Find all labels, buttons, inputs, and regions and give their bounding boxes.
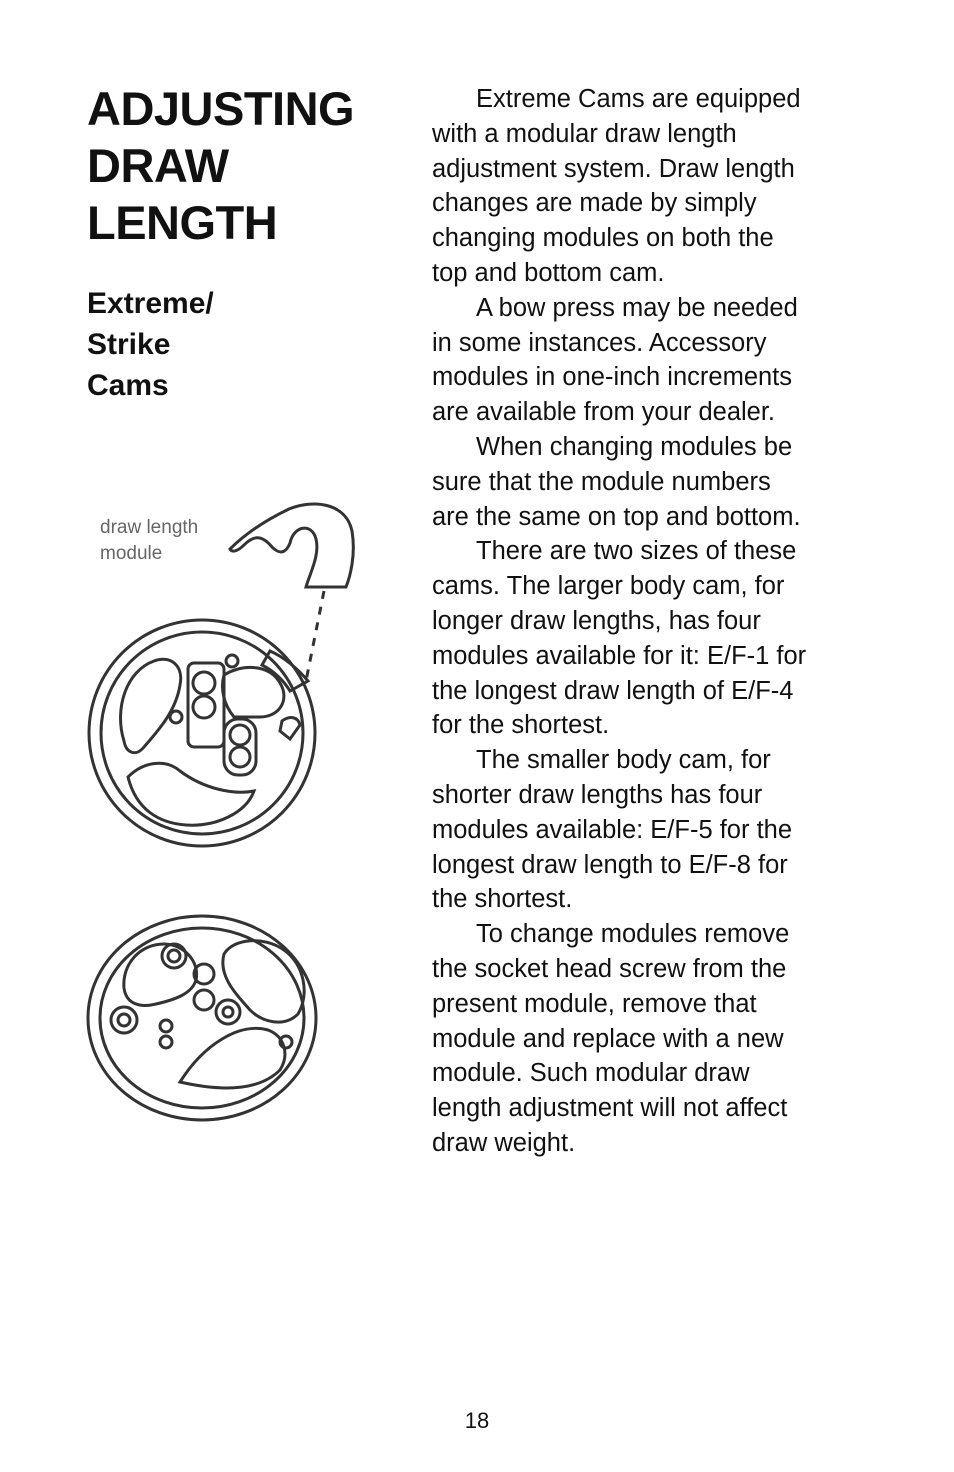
- title-line: LENGTH: [87, 196, 278, 249]
- cam-hole: [194, 990, 214, 1010]
- small-cam-illustration: [84, 914, 334, 1144]
- text-line: changes are made by simply: [432, 189, 757, 218]
- cam-outer-rim: [88, 916, 316, 1120]
- body-text: [432, 82, 872, 1161]
- text-line: the shortest.: [432, 885, 573, 914]
- paragraph: [432, 82, 872, 291]
- text-line: longest draw length to E/F-8 for: [432, 850, 788, 879]
- text-line: A bow press may be needed: [476, 293, 798, 322]
- text-line: cams. The larger body cam, for: [432, 572, 785, 601]
- cam-cutout-upper-right: [223, 941, 304, 1022]
- text-line: are available from your dealer.: [432, 398, 776, 427]
- paragraph: [432, 917, 872, 1161]
- text-line: modules available for it: E/F-1 for: [432, 641, 807, 670]
- cam-cutout-bottom: [180, 1028, 285, 1088]
- text-line: with a modular draw length: [432, 119, 737, 148]
- cam-hole: [230, 747, 250, 767]
- text-line: longer draw lengths, has four: [432, 606, 761, 635]
- text-line: modules in one-inch increments: [432, 363, 793, 392]
- text-line: changing modules on both the: [432, 224, 774, 253]
- text-line: draw weight.: [432, 1128, 576, 1157]
- cam-small-hole: [170, 711, 182, 723]
- subtitle-line: Strike: [87, 328, 171, 361]
- text-line: module. Such modular draw: [432, 1059, 750, 1088]
- text-line: for the shortest.: [432, 711, 610, 740]
- cam-small-hole: [160, 1036, 172, 1048]
- text-line: sure that the module numbers: [432, 467, 771, 496]
- text-line: the longest draw length of E/F-4: [432, 676, 794, 705]
- text-line: the socket head screw from the: [432, 954, 787, 983]
- section-subtitle: [87, 283, 327, 406]
- text-line: The smaller body cam, for: [476, 746, 771, 775]
- callout-label-line-1: draw length: [100, 517, 199, 538]
- paragraph: [432, 534, 872, 743]
- cam-small-hole: [160, 1020, 172, 1032]
- text-line: present module, remove that: [432, 989, 757, 1018]
- title-line: DRAW: [87, 139, 229, 192]
- text-line: shorter draw lengths has four: [432, 780, 763, 809]
- paragraph: [432, 291, 872, 430]
- text-line: top and bottom cam.: [432, 258, 665, 287]
- text-line: modules available: E/F-5 for the: [432, 815, 793, 844]
- callout-label-line-2: module: [100, 543, 163, 564]
- text-line: are the same on top and bottom.: [432, 502, 801, 531]
- cam-axle-inner: [223, 1007, 233, 1017]
- text-line: There are two sizes of these: [476, 537, 797, 566]
- page-title: [87, 80, 407, 251]
- text-line: in some instances. Accessory: [432, 328, 767, 357]
- cam-string-hook: [280, 718, 300, 739]
- text-line: Extreme Cams are equipped: [476, 85, 801, 113]
- cam-small-hole: [226, 655, 238, 667]
- module-leader-line: [306, 591, 324, 681]
- cam-axle: [216, 1000, 240, 1024]
- cam-hub-inner: [168, 950, 180, 962]
- text-line: length adjustment will not affect: [432, 1094, 788, 1123]
- subtitle-line: Extreme/: [87, 287, 214, 320]
- cam-hole: [193, 696, 215, 718]
- draw-length-module-shape: [230, 504, 353, 587]
- paragraph: [432, 430, 872, 534]
- cam-hole: [230, 725, 250, 745]
- text-line: To change modules remove: [476, 920, 790, 949]
- text-line: When changing modules be: [476, 432, 793, 461]
- text-line: adjustment system. Draw length: [432, 154, 795, 183]
- title-line: ADJUSTING: [87, 82, 355, 135]
- cam-cutout-right: [222, 667, 283, 717]
- large-cam-illustration: [84, 495, 374, 895]
- cam-cutout-left: [121, 659, 181, 752]
- cam-hub: [162, 944, 186, 968]
- paragraph: [432, 743, 872, 917]
- page-number: 18: [464, 1408, 490, 1433]
- cam-hub: [111, 1007, 137, 1033]
- cam-hole: [193, 672, 215, 694]
- cam-hub-inner: [118, 1014, 130, 1026]
- subtitle-line: Cams: [87, 369, 169, 402]
- text-line: module and replace with a new: [432, 1024, 784, 1053]
